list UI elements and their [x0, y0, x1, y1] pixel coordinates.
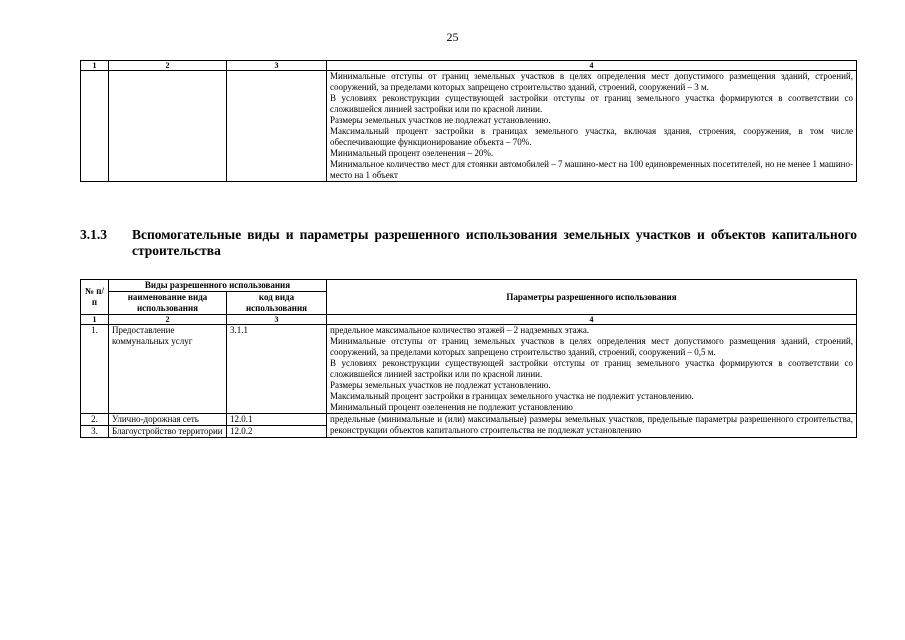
param-paragraph: Минимальное количество мест для стоянки автомобилей – 7 машино-мест на 100 единовременных посетителей, но не менее 1 машино-место на 1 объект — [330, 159, 853, 180]
table-header-row — [81, 280, 857, 292]
column-number-4: 4 — [327, 315, 857, 325]
empty-cell — [227, 71, 327, 182]
param-paragraph: Максимальный процент застройки в границах земельного участка, включая здания, строения, сооружения, в том числе обеспечивающие функционирование объекта – 70%. — [330, 126, 853, 147]
column-number-2: 2 — [109, 61, 227, 71]
param-paragraph: предельное максимальное количество этажей – 2 надземных этажа. — [330, 325, 590, 335]
use-name: Предоставление коммунальных услуг — [109, 325, 227, 414]
header-num: № п/п — [81, 280, 109, 315]
param-paragraph: Минимальный процент озеленения – 20%. — [330, 148, 494, 158]
params-cell — [327, 325, 857, 414]
section-title: Вспомогательные виды и параметры разрешенного использования земельных участков и объектов капитального строительства — [132, 227, 857, 258]
header-code: код вида использования — [227, 292, 327, 315]
section-number: 3.1.3 — [80, 227, 107, 242]
header-group: Виды разрешенного использования — [109, 280, 327, 292]
page-number: 25 — [446, 30, 459, 44]
param-paragraph: Минимальные отступы от границ земельных участков в целях определения мест допустимого размещения зданий, строений, сооружений, за пределами которых запрещено строительство зданий, строений, сооружений – 0,5 м. — [330, 336, 853, 357]
empty-cell — [109, 71, 227, 182]
column-number-2: 2 — [109, 315, 227, 325]
use-code: 12.0.1 — [227, 414, 327, 426]
param-paragraph: Размеры земельных участков не подлежат установлению. — [330, 380, 551, 390]
param-paragraph: Минимальные отступы от границ земельных участков в целях определения мест допустимого размещения зданий, строений, сооружений, за пределами которых запрещено строительство зданий, строений, сооружений – 3 м. — [330, 71, 853, 92]
use-name: Улично-дорожная сеть — [109, 414, 227, 426]
row-number: 1. — [81, 325, 109, 414]
table-row — [81, 414, 857, 426]
permitted-use-table — [80, 279, 857, 438]
merged-params-cell: предельные (минимальные и (или) максимальные) размеры земельных участков, предельные параметры разрешенного строительства, реконструкции объектов капитального строительства не подлежат установлению — [327, 414, 857, 438]
param-paragraph: В условиях реконструкции существующей застройки отступы от границ земельного участка формируются в соответствии со сложившейся линией застройки или по красной линии. — [330, 93, 853, 114]
table-row — [81, 325, 857, 414]
row-number: 3. — [81, 426, 109, 438]
param-paragraph: Минимальный процент озеленения не подлежит установлению — [330, 402, 573, 412]
column-number-row — [81, 315, 857, 325]
continuation-table — [80, 60, 857, 182]
column-number-1: 1 — [81, 61, 109, 71]
table-row — [81, 71, 857, 182]
param-paragraph: Максимальный процент застройки в границах земельного участка не подлежит установлению. — [330, 391, 694, 401]
column-number-3: 3 — [227, 315, 327, 325]
column-number-4: 4 — [327, 61, 857, 71]
column-number-row — [81, 61, 857, 71]
header-params: Параметры разрешенного использования — [327, 280, 857, 315]
row-number: 2. — [81, 414, 109, 426]
column-number-3: 3 — [227, 61, 327, 71]
empty-cell — [81, 71, 109, 182]
param-paragraph: Размеры земельных участков не подлежат установлению. — [330, 115, 551, 125]
use-code: 12.0.2 — [227, 426, 327, 438]
param-paragraph: В условиях реконструкции существующей застройки отступы от границ земельного участка формируются в соответствии со сложившейся линией застройки или по красной линии. — [330, 358, 853, 379]
column-number-1: 1 — [81, 315, 109, 325]
header-name: наименование вида использования — [109, 292, 227, 315]
use-name: Благоустройство территории — [109, 426, 227, 438]
use-code: 3.1.1 — [227, 325, 327, 414]
params-cell — [327, 71, 857, 182]
